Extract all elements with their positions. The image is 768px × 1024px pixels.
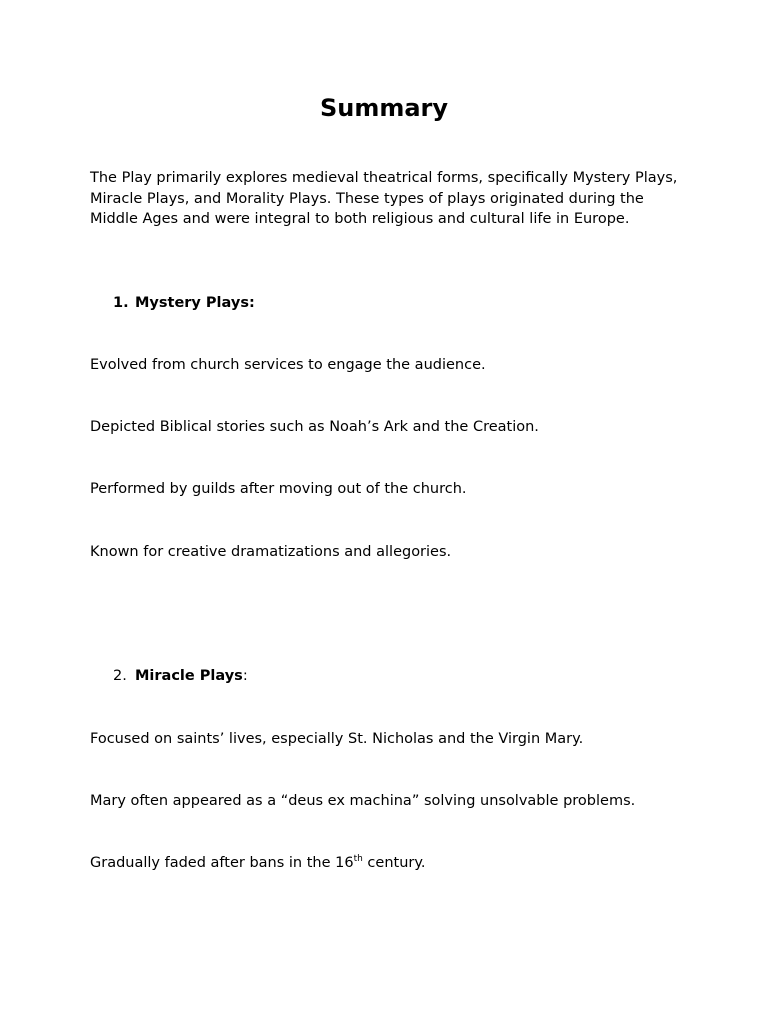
list-item-text-end: century.: [362, 855, 426, 871]
list-item: Performed by guilds after moving out of the church.: [90, 481, 467, 497]
list-item: Mary often appeared as a “deus ex machina” solving unsolvable problems.: [90, 793, 636, 809]
intro-paragraph: The Play primarily explores medieval theatrical forms, specifically Mystery Plays, Miracle Plays, and Morality Plays. These types of plays originated during the Middle Ages and were integral to both religious and cultural life in Europe.: [90, 170, 678, 228]
list-item: [90, 853, 425, 873]
section-title: Mystery Plays:: [135, 295, 255, 311]
list-item: Known for creative dramatizations and allegories.: [90, 544, 452, 560]
section-title: Miracle Plays: [135, 668, 243, 684]
section-heading-miracle-plays: [113, 666, 248, 686]
section-title-suffix: :: [242, 668, 248, 684]
list-item: Depicted Biblical stories such as Noah’s Ark and the Creation.: [90, 419, 539, 435]
list-item: Evolved from church services to engage the audience.: [90, 357, 486, 373]
page-title: Summary: [319, 94, 449, 122]
list-item: Focused on saints’ lives, especially St. Nicholas and the Virgin Mary.: [90, 731, 584, 747]
ordinal-superscript: th: [353, 854, 363, 864]
section-heading-mystery-plays: [113, 293, 255, 313]
list-item-text: Gradually faded after bans in the 16: [90, 855, 354, 871]
section-number: 2.: [113, 668, 127, 684]
section-number: 1.: [113, 295, 129, 311]
